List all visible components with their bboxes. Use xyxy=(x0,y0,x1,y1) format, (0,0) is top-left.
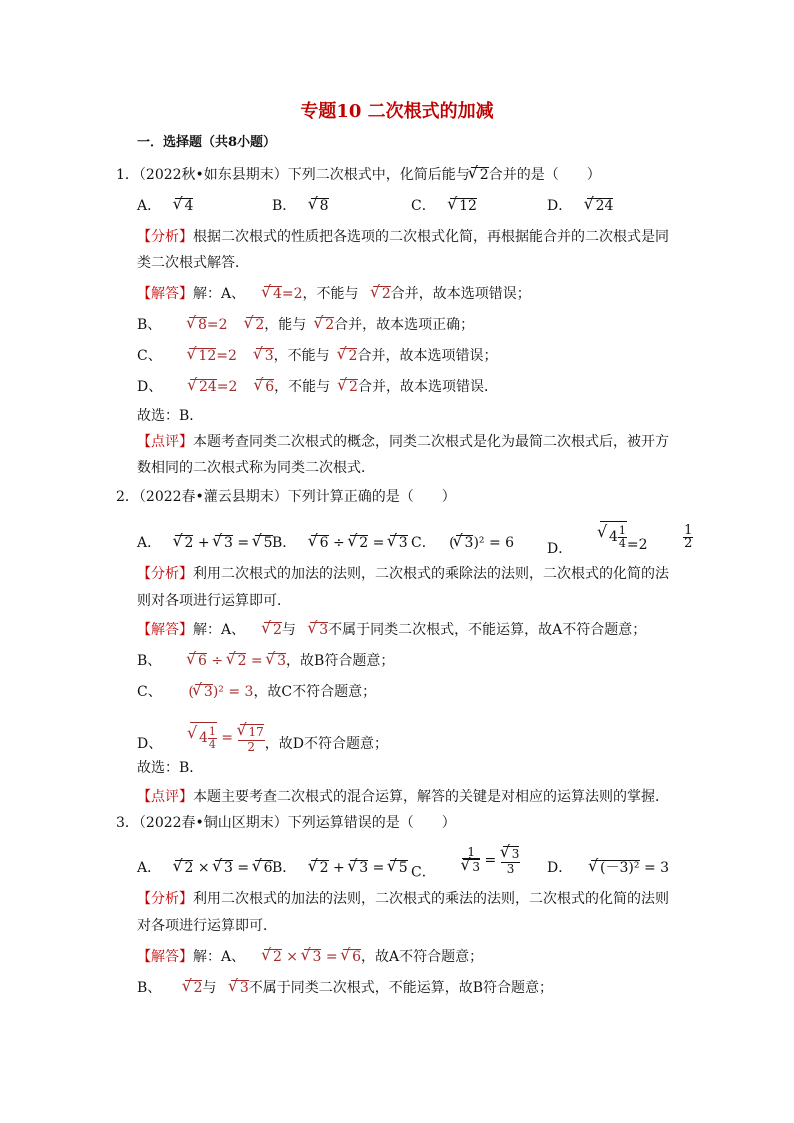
q1-comment: 【点评】本题考查同类二次根式的概念，同类二次根式是化为最简二次根式后，被开方 xyxy=(137,434,669,450)
q3-option-a[interactable]: A． √ 2 × √ 3 = √ 6 xyxy=(137,858,273,878)
radical: √ 2 xyxy=(373,286,391,302)
radical: √ 5 xyxy=(255,535,273,551)
radical: √ 8 xyxy=(311,198,329,214)
radical: √ 3 xyxy=(350,860,368,876)
radical: √ 4 xyxy=(264,286,282,302)
radical: √ 4 $\frac{1}{4}$ xyxy=(190,722,217,751)
q1-analysis: 【分析】根据二次根式的性质把各选项的二次根式化简，再根据能合并的二次根式是同 xyxy=(137,229,669,245)
radical: √ 6 xyxy=(256,379,274,395)
radical: √ 12 xyxy=(450,198,477,214)
radical: √ 2 xyxy=(175,860,193,876)
radical: √ 3 xyxy=(310,622,328,638)
radical: √ 24 xyxy=(190,379,217,395)
q2-option-d[interactable]: D． √ 4 $\frac{1}{4}$ =2 $\frac{1}{2}$ xyxy=(547,521,693,559)
q1-answer-d: D、 √ 24=2 √ 6，不能与 √ 2合并，故本选项错误． xyxy=(137,377,498,397)
q1-option-a[interactable]: A． √ 4 xyxy=(137,196,193,216)
q1-answer-b: B、 √ 8=2 √ 2，能与 √ 2合并，故本选项正确； xyxy=(137,315,474,335)
radical: √ 24 xyxy=(587,198,614,214)
q1-option-d[interactable]: D． √ 24 xyxy=(547,196,613,216)
section-heading: 一．选择题（共8小题） xyxy=(137,135,277,150)
radical: √ 3 xyxy=(256,348,274,364)
q2-option-a[interactable]: A． √ 2 + √ 3 = √ 5 xyxy=(137,533,273,553)
radical: √ 5 xyxy=(390,860,408,876)
radical: √ 3 xyxy=(215,535,233,551)
radical: √ 2 xyxy=(246,317,264,333)
q3-answer-a: 【解答】解：A、 √ 2 × √ 3 = √ 6，故A不符合题意； xyxy=(137,947,483,967)
radical: √ 3 xyxy=(195,684,213,700)
radical: √ 2 xyxy=(264,622,282,638)
radical: √ (－3)² xyxy=(591,860,639,876)
radical: √ 6 xyxy=(189,653,207,669)
radical: √ 6 xyxy=(255,860,273,876)
q1-stem: 1．（2022秋•如东县期末）下列二次根式中，化简后能与√ 2合并的是（ ） xyxy=(116,165,601,185)
q3-analysis: 【分析】利用二次根式的加法的法则，二次根式的乘法的法则，二次根式的化简的法则 xyxy=(137,891,669,907)
q1-choose: 故选：B． xyxy=(137,408,204,424)
radical: √ 2 xyxy=(340,379,358,395)
radical: √ 2 xyxy=(471,167,489,183)
q3-option-d[interactable]: D． √ (－3)² = 3 xyxy=(547,858,669,878)
radical: √ 2 xyxy=(264,949,282,965)
q3-option-b[interactable]: B． √ 2 + √ 3 = √ 5 xyxy=(272,858,408,878)
q1-option-b[interactable]: B． √ 8 xyxy=(272,196,329,216)
radical: √ 8 xyxy=(189,317,207,333)
radical: √ 3 xyxy=(390,535,408,551)
radical: √ 6 xyxy=(311,535,329,551)
q3-stem: 3．（2022春•铜山区期末）下列运算错误的是（ ） xyxy=(116,815,456,831)
radical: √ 4 $\frac{1}{4}$ xyxy=(600,521,627,550)
radical: √ 3 xyxy=(231,980,249,996)
q2-answer-a: 【解答】解：A、 √ 2与 √ 3不属于同类二次根式，不能运算，故A不符合题意； xyxy=(137,620,646,640)
radical: √ 3 xyxy=(268,653,286,669)
q2-answer-b: B、 √ 6 ÷ √ 2 = √ 3，故B符合题意； xyxy=(137,651,394,671)
page-title: 专题10 二次根式的加减 xyxy=(300,101,494,122)
radical: √ 6 xyxy=(343,949,361,965)
q1-answer-a: 【解答】解：A、 √ 4=2，不能与 √ 2合并，故本选项错误； xyxy=(137,284,531,304)
radical: √ 3 xyxy=(503,846,520,862)
radical: √ 3 xyxy=(215,860,233,876)
q2-option-b[interactable]: B． √ 6 ÷ √ 2 = √ 3 xyxy=(272,533,408,553)
q2-stem: 2．（2022春•灌云县期末）下列计算正确的是（ ） xyxy=(116,489,456,505)
radical: √ 2 xyxy=(350,535,368,551)
q2-comment: 【点评】本题主要考查二次根式的混合运算，解答的关键是对相应的运算法则的掌握． xyxy=(137,789,669,805)
radical: √ 2 xyxy=(185,980,203,996)
radical: √ 3 xyxy=(463,859,480,875)
q2-option-c[interactable]: C． (√ 3)² = 6 xyxy=(411,533,514,553)
q3-option-c[interactable]: C． 1 √ 3 = √ $\frac{3}{3}$ xyxy=(411,846,520,883)
radical: √ 17 xyxy=(240,724,264,740)
radical: √ 3 xyxy=(456,535,474,551)
q2-choose: 故选：B． xyxy=(137,760,204,776)
q3-answer-b: B、 √ 2与 √ 3不属于同类二次根式，不能运算，故B符合题意； xyxy=(137,978,553,998)
q1-answer-c: C、 √ 12=2 √ 3，不能与 √ 2合并，故本选项错误； xyxy=(137,346,497,366)
radical: √ 2 xyxy=(316,317,334,333)
radical: √ 2 xyxy=(311,860,329,876)
radical: √ 3 xyxy=(304,949,322,965)
radical: √ 12 xyxy=(189,348,216,364)
q2-answer-d: D、 √ 4 $\frac{1}{4}$ = √ $\frac{17}{2}$ ，故D不符合题意； xyxy=(137,722,388,754)
q2-analysis: 【分析】利用二次根式的加法的法则，二次根式的乘除法的法则，二次根式的化简的法 xyxy=(137,566,669,582)
q2-answer-c: C、 (√ 3)² = 3，故C不符合题意； xyxy=(137,682,376,702)
radical: √ 4 xyxy=(175,198,193,214)
q1-option-c[interactable]: C． √ 12 xyxy=(411,196,477,216)
radical: √ 2 xyxy=(340,348,358,364)
radical: √ 2 xyxy=(229,653,247,669)
radical: √ 2 xyxy=(175,535,193,551)
